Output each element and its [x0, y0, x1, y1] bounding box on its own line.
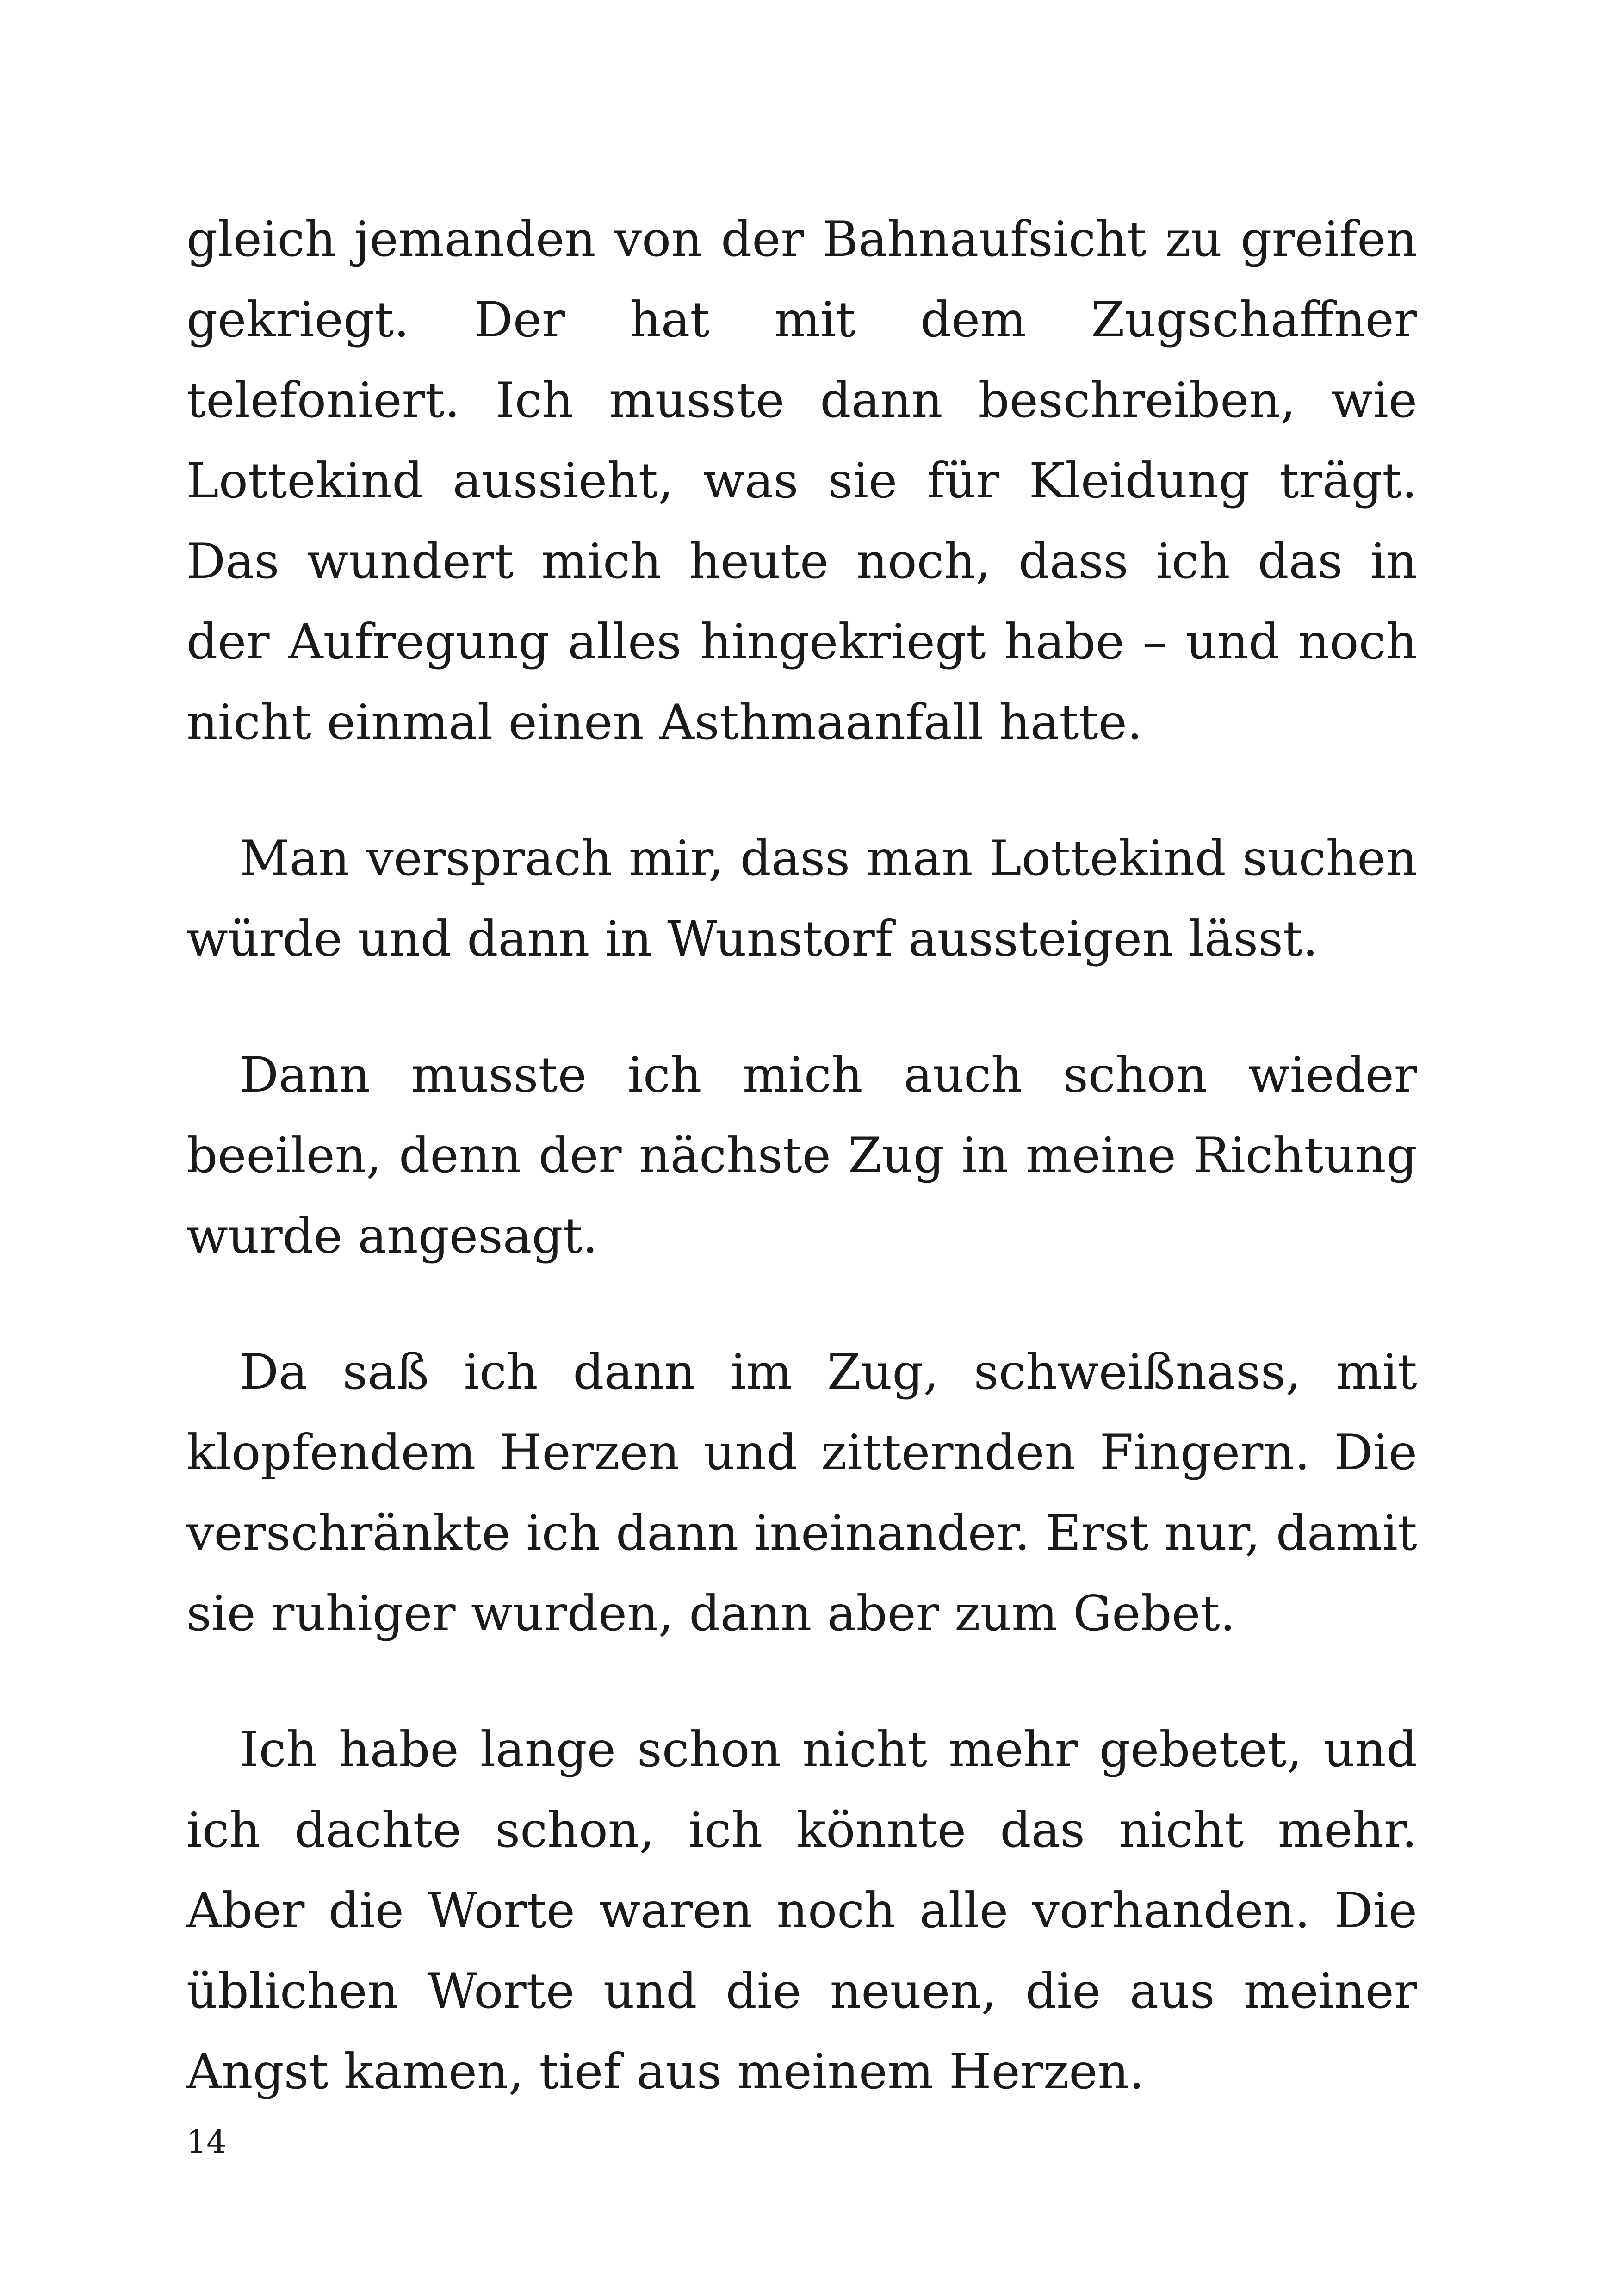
- paragraph-3: Dann musste ich mich auch schon wieder beeilen, denn der nächste Zug in meine Richtung wurde angesagt.: [186, 1047, 1417, 1264]
- body-text: [186, 199, 1417, 2167]
- paragraph-4: Da saß ich dann im Zug, schweißnass, mit klopfendem Herzen und zitternden Fingern. Die verschränkte ich dann ineinander. Erst nur, damit sie ruhiger wurden, dann aber zum Gebet.: [186, 1344, 1417, 1642]
- paragraph-5: Ich habe lange schon nicht mehr gebetet, und ich dachte schon, ich könnte das nicht mehr. Aber die Worte waren noch alle vorhanden. Die üblichen Worte und die neuen, die aus meiner Angst kamen, tief aus meinem Herzen.: [186, 1721, 1417, 2100]
- page-number: 14: [186, 2124, 227, 2160]
- paragraph-1: gleich jemanden von der Bahnaufsicht zu greifen gekriegt. Der hat mit dem Zugschaffner telefoniert. Ich musste dann beschreiben, wie Lottekind aussieht, was sie für Kleidung trägt. Das wundert mich heute noch, dass ich das in der Aufregung alles hingekriegt habe – und noch nicht einmal einen Asthmaanfall hatte.: [186, 211, 1417, 751]
- paragraph-2: Man versprach mir, dass man Lottekind suchen würde und dann in Wunstorf aussteigen lässt.: [186, 830, 1417, 967]
